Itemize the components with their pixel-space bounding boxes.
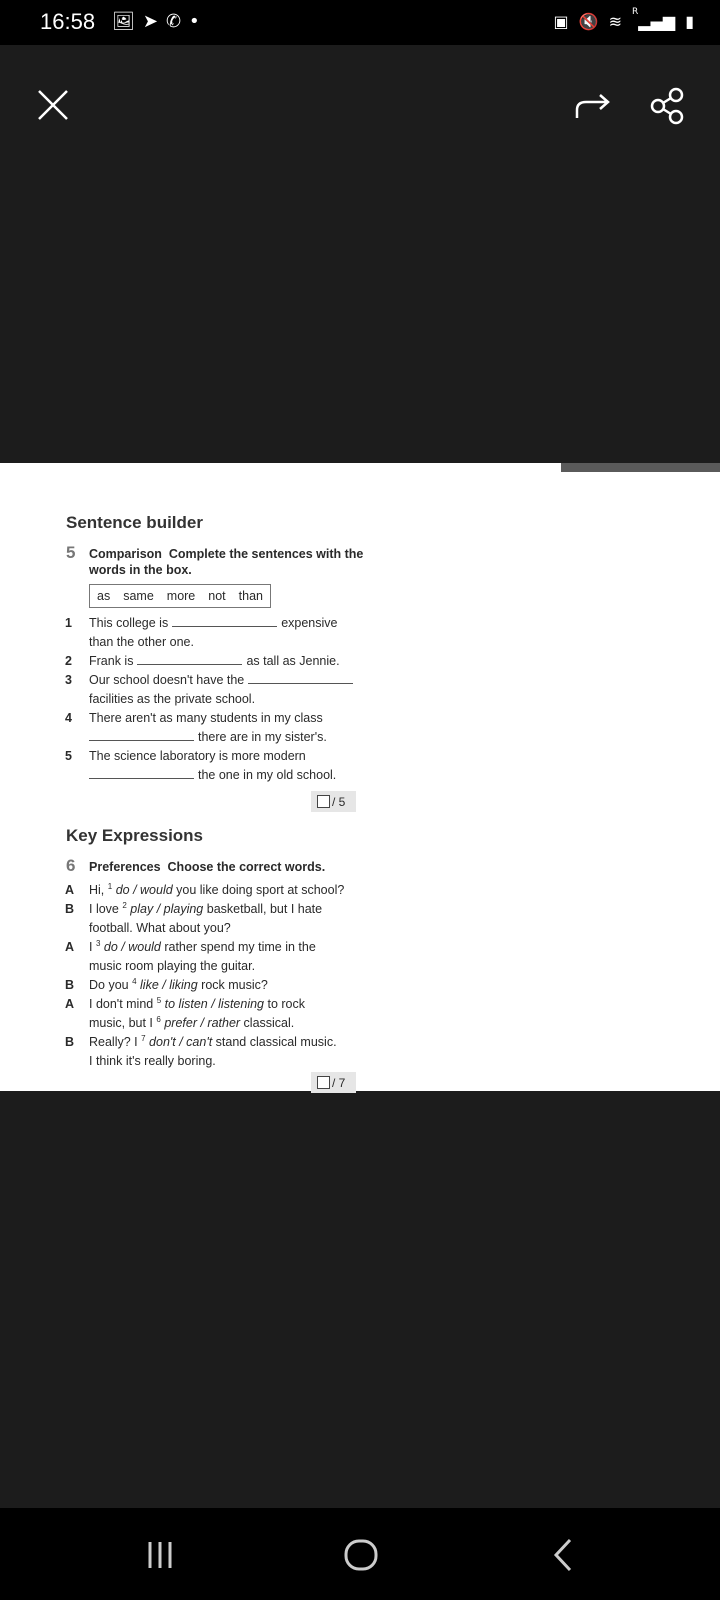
exercise-instruction-2: words in the box. (89, 563, 192, 577)
wifi-icon: ≋ (608, 12, 622, 31)
score-label: / 5 (332, 794, 346, 809)
exercise-label: Comparison (89, 547, 162, 561)
item-3-cont: facilities as the private school. (89, 692, 256, 706)
exercise-instruction: Complete the sentences with the (168, 547, 364, 561)
exercise-instruction: Choose the correct words. (167, 860, 326, 874)
dialogue-line: Do you $^4$ like / liking rock music? (89, 976, 268, 992)
viewer-toolbar (0, 45, 720, 463)
dialogue-line-cont: music, but I $^6$ prefer / rather classical. (89, 1014, 295, 1030)
dialogue-line: I don't mind $^5$ to listen / listening to rock (89, 995, 305, 1011)
item-5-cont: the one in my old school. (85, 768, 336, 783)
battery-icon: ▮ (685, 12, 694, 31)
section-title: Sentence builder (66, 513, 203, 532)
answer-blank[interactable] (137, 655, 242, 665)
item-5: The science laboratory is more modern (89, 749, 306, 763)
item-3: Our school doesn't have the (89, 673, 357, 688)
battery-saver-icon: ▣ (553, 12, 569, 31)
word: more (166, 589, 196, 603)
speaker: A (65, 940, 75, 954)
exercise-header-cont (89, 563, 192, 578)
exercise-label: Preferences (89, 860, 161, 874)
gallery-icon: 🖼 (112, 11, 135, 32)
answer-blank[interactable] (89, 769, 194, 779)
item-number: 4 (65, 711, 72, 725)
signal-icon: $^R$▂▄▆ (632, 7, 676, 31)
answer-blank[interactable] (89, 731, 194, 741)
dialogue-line: I love $^2$ play / playing basketball, but I hate (89, 900, 323, 916)
clock: 16:58 (40, 9, 96, 34)
score-label: / 7 (332, 1075, 346, 1090)
word: than (238, 589, 263, 603)
dialogue-line: I $^3$ do / would rather spend my time in the (89, 938, 316, 954)
answer-blank[interactable] (248, 674, 353, 684)
close-icon[interactable] (37, 89, 69, 121)
recent-apps-icon[interactable] (145, 1540, 175, 1570)
item-1-cont: than the other one. (89, 635, 194, 649)
item-4-cont: there are in my sister's. (85, 730, 327, 745)
dialogue-line-cont: music room playing the guitar. (89, 959, 256, 973)
item-1: This college is expensive (89, 616, 338, 630)
word: as (97, 589, 111, 603)
forward-icon[interactable] (574, 92, 612, 120)
dialogue-line-cont: I think it's really boring. (89, 1054, 216, 1068)
word: not (208, 589, 226, 603)
item-4: There aren't as many students in my class (89, 711, 323, 725)
item-number: 3 (65, 673, 72, 687)
speaker: A (65, 997, 75, 1011)
speaker: A (65, 883, 75, 897)
dialogue-line-cont: football. What about you? (89, 921, 231, 935)
speaker: B (65, 1035, 75, 1049)
dot-icon: • (189, 11, 200, 32)
status-bar (0, 0, 720, 45)
back-icon[interactable] (552, 1538, 574, 1572)
home-icon[interactable] (343, 1538, 379, 1572)
item-2: Frank is as tall as Jennie. (89, 654, 340, 668)
share-icon[interactable] (650, 87, 686, 125)
score-box (311, 791, 356, 812)
item-number: 5 (65, 749, 72, 763)
score-checkbox[interactable] (317, 1076, 330, 1089)
viber-icon: ✆ (165, 11, 182, 32)
exercise-header (89, 860, 325, 875)
roaming-label: R (632, 7, 639, 17)
navigation-bar (0, 1508, 720, 1600)
word: same (123, 589, 154, 603)
exercise-header (89, 547, 363, 562)
item-number: 2 (65, 654, 72, 668)
scroll-indicator (561, 463, 720, 472)
score-box (311, 1072, 356, 1093)
speaker: B (65, 902, 75, 916)
speaker: B (65, 978, 75, 992)
exercise-number: 5 (66, 543, 76, 562)
mute-icon: 🔇 (578, 12, 599, 31)
section-title: Key Expressions (66, 826, 204, 845)
telegram-icon: ➤ (142, 11, 158, 32)
word-box (89, 584, 271, 608)
score-checkbox[interactable] (317, 795, 330, 808)
dialogue-line: Hi, $^1$ do / would you like doing sport at school? (89, 881, 345, 897)
dialogue-line: Really? I $^7$ don't / can't stand classical music. (89, 1033, 337, 1049)
answer-blank[interactable] (172, 617, 277, 627)
item-number: 1 (65, 616, 72, 630)
exercise-number: 6 (66, 856, 76, 875)
